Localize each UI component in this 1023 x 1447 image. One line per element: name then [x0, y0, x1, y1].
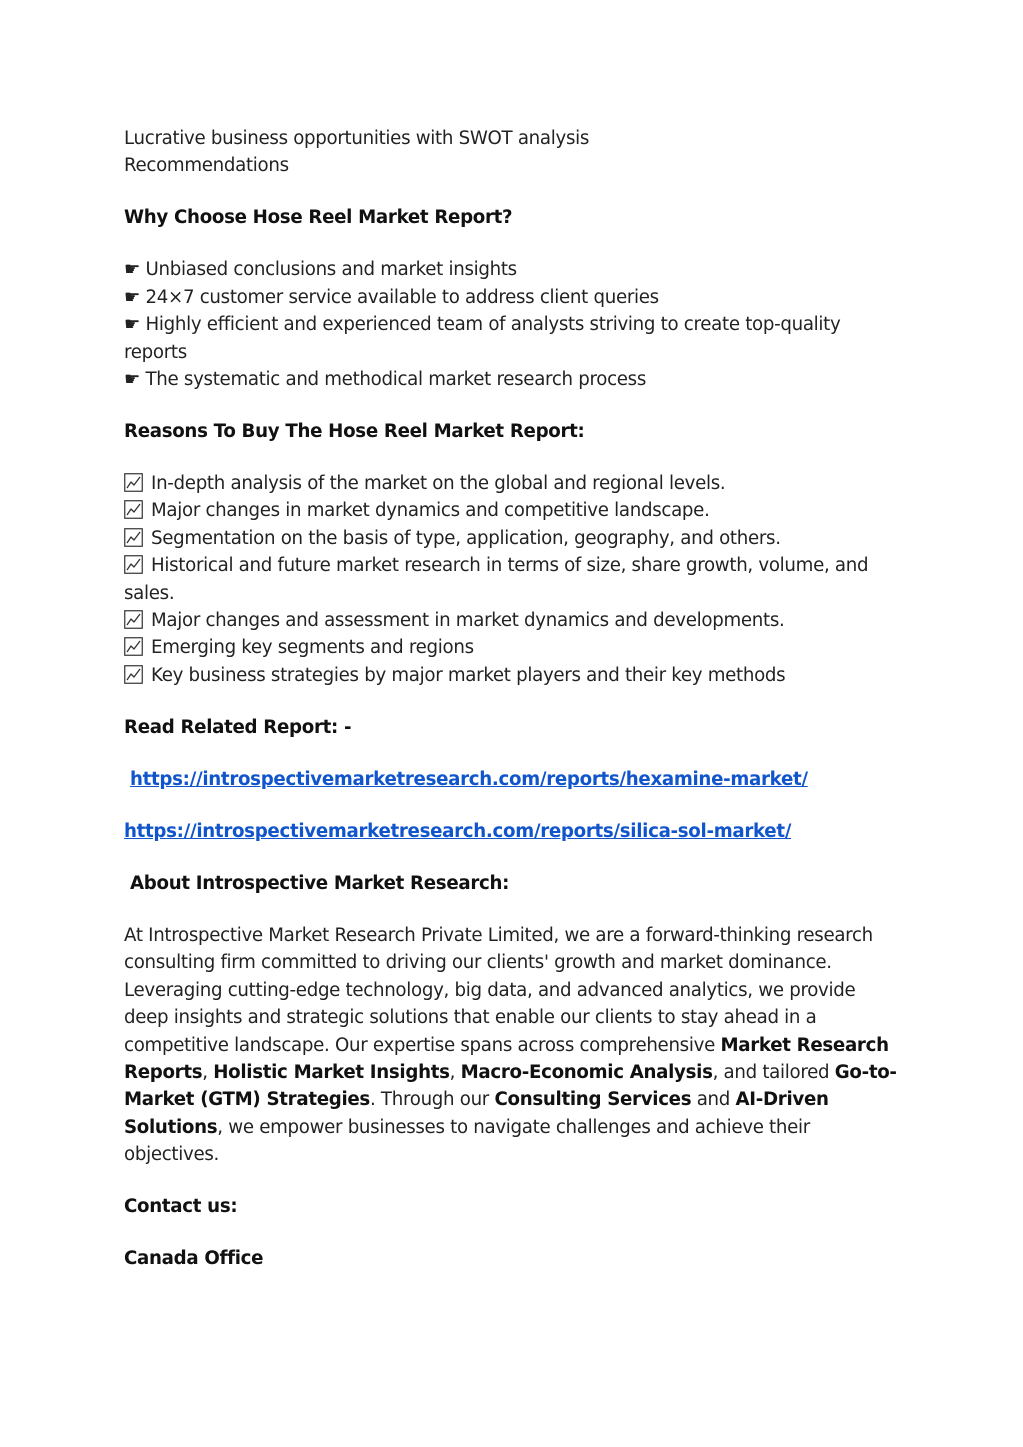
chart-increasing-icon: [124, 473, 143, 492]
related-link-row: [124, 766, 904, 793]
reasons-heading: Reasons To Buy The Hose Reel Market Report:: [124, 421, 585, 443]
document-page: [124, 125, 904, 1273]
list-item: Emerging key segments and regions: [124, 634, 904, 661]
chart-increasing-icon: [124, 528, 143, 547]
list-item: ☛ Highly efficient and experienced team of analysts striving to create top-quality reports: [124, 314, 841, 363]
pointing-hand-icon: ☛: [124, 286, 141, 308]
intro-line-1: Lucrative business opportunities with SWOT analysis: [124, 128, 590, 149]
about-paragraph: At Introspective Market Research Private Limited, we are a forward-thinking research consulting firm committed to driving our clients' growth and market dominance. Leveraging cutting-edge technology, big data, and advanced analytics, we provide deep insights and strategic solutions that enable our clients to stay ahead in a competitive landscape. Our expertise spans across comprehensive Market Research Reports, Holistic Market Insights, Macro-Economic Analysis, and tailored Go-to-Market (GTM) Strategies. Through our Consulting Services and AI-Driven Solutions, we empower businesses to navigate challenges and achieve their objectives.: [124, 924, 897, 1166]
related-report-link-hexamine[interactable]: https://introspectivemarketresearch.com/reports/hexamine-market/: [130, 768, 808, 790]
list-item: ☛ The systematic and methodical market research process: [124, 369, 647, 391]
why-choose-list: [124, 256, 904, 393]
intro-line-2: Recommendations: [124, 155, 289, 177]
related-link-row: [124, 818, 904, 845]
about-heading: About Introspective Market Research:: [130, 872, 510, 894]
contact-heading: Contact us:: [124, 1196, 238, 1218]
chart-increasing-icon: [124, 500, 143, 519]
canada-office-heading: Canada Office: [124, 1248, 264, 1270]
list-item: Historical and future market research in terms of size, share growth, volume, and sales.: [124, 555, 869, 604]
list-item: Major changes in market dynamics and competitive landscape.: [124, 497, 904, 524]
list-item: Major changes and assessment in market dynamics and developments.: [124, 607, 904, 634]
pointing-hand-icon: ☛: [124, 259, 141, 281]
pointing-hand-icon: ☛: [124, 314, 141, 336]
reasons-list: [124, 470, 904, 689]
chart-increasing-icon: [124, 665, 143, 684]
why-choose-heading: Why Choose Hose Reel Market Report?: [124, 207, 513, 229]
related-report-heading: Read Related Report: -: [124, 716, 352, 738]
list-item: Segmentation on the basis of type, application, geography, and others.: [124, 525, 904, 552]
pointing-hand-icon: ☛: [124, 369, 141, 391]
chart-increasing-icon: [124, 637, 143, 656]
related-report-link-silica-sol[interactable]: https://introspectivemarketresearch.com/reports/silica-sol-market/: [124, 820, 792, 842]
list-item: Key business strategies by major market players and their key methods: [124, 662, 904, 689]
list-item: ☛ Unbiased conclusions and market insights: [124, 259, 517, 281]
chart-increasing-icon: [124, 555, 143, 574]
list-item: ☛ 24×7 customer service available to address client queries: [124, 286, 659, 308]
chart-increasing-icon: [124, 610, 143, 629]
list-item: In-depth analysis of the market on the global and regional levels.: [124, 470, 904, 497]
